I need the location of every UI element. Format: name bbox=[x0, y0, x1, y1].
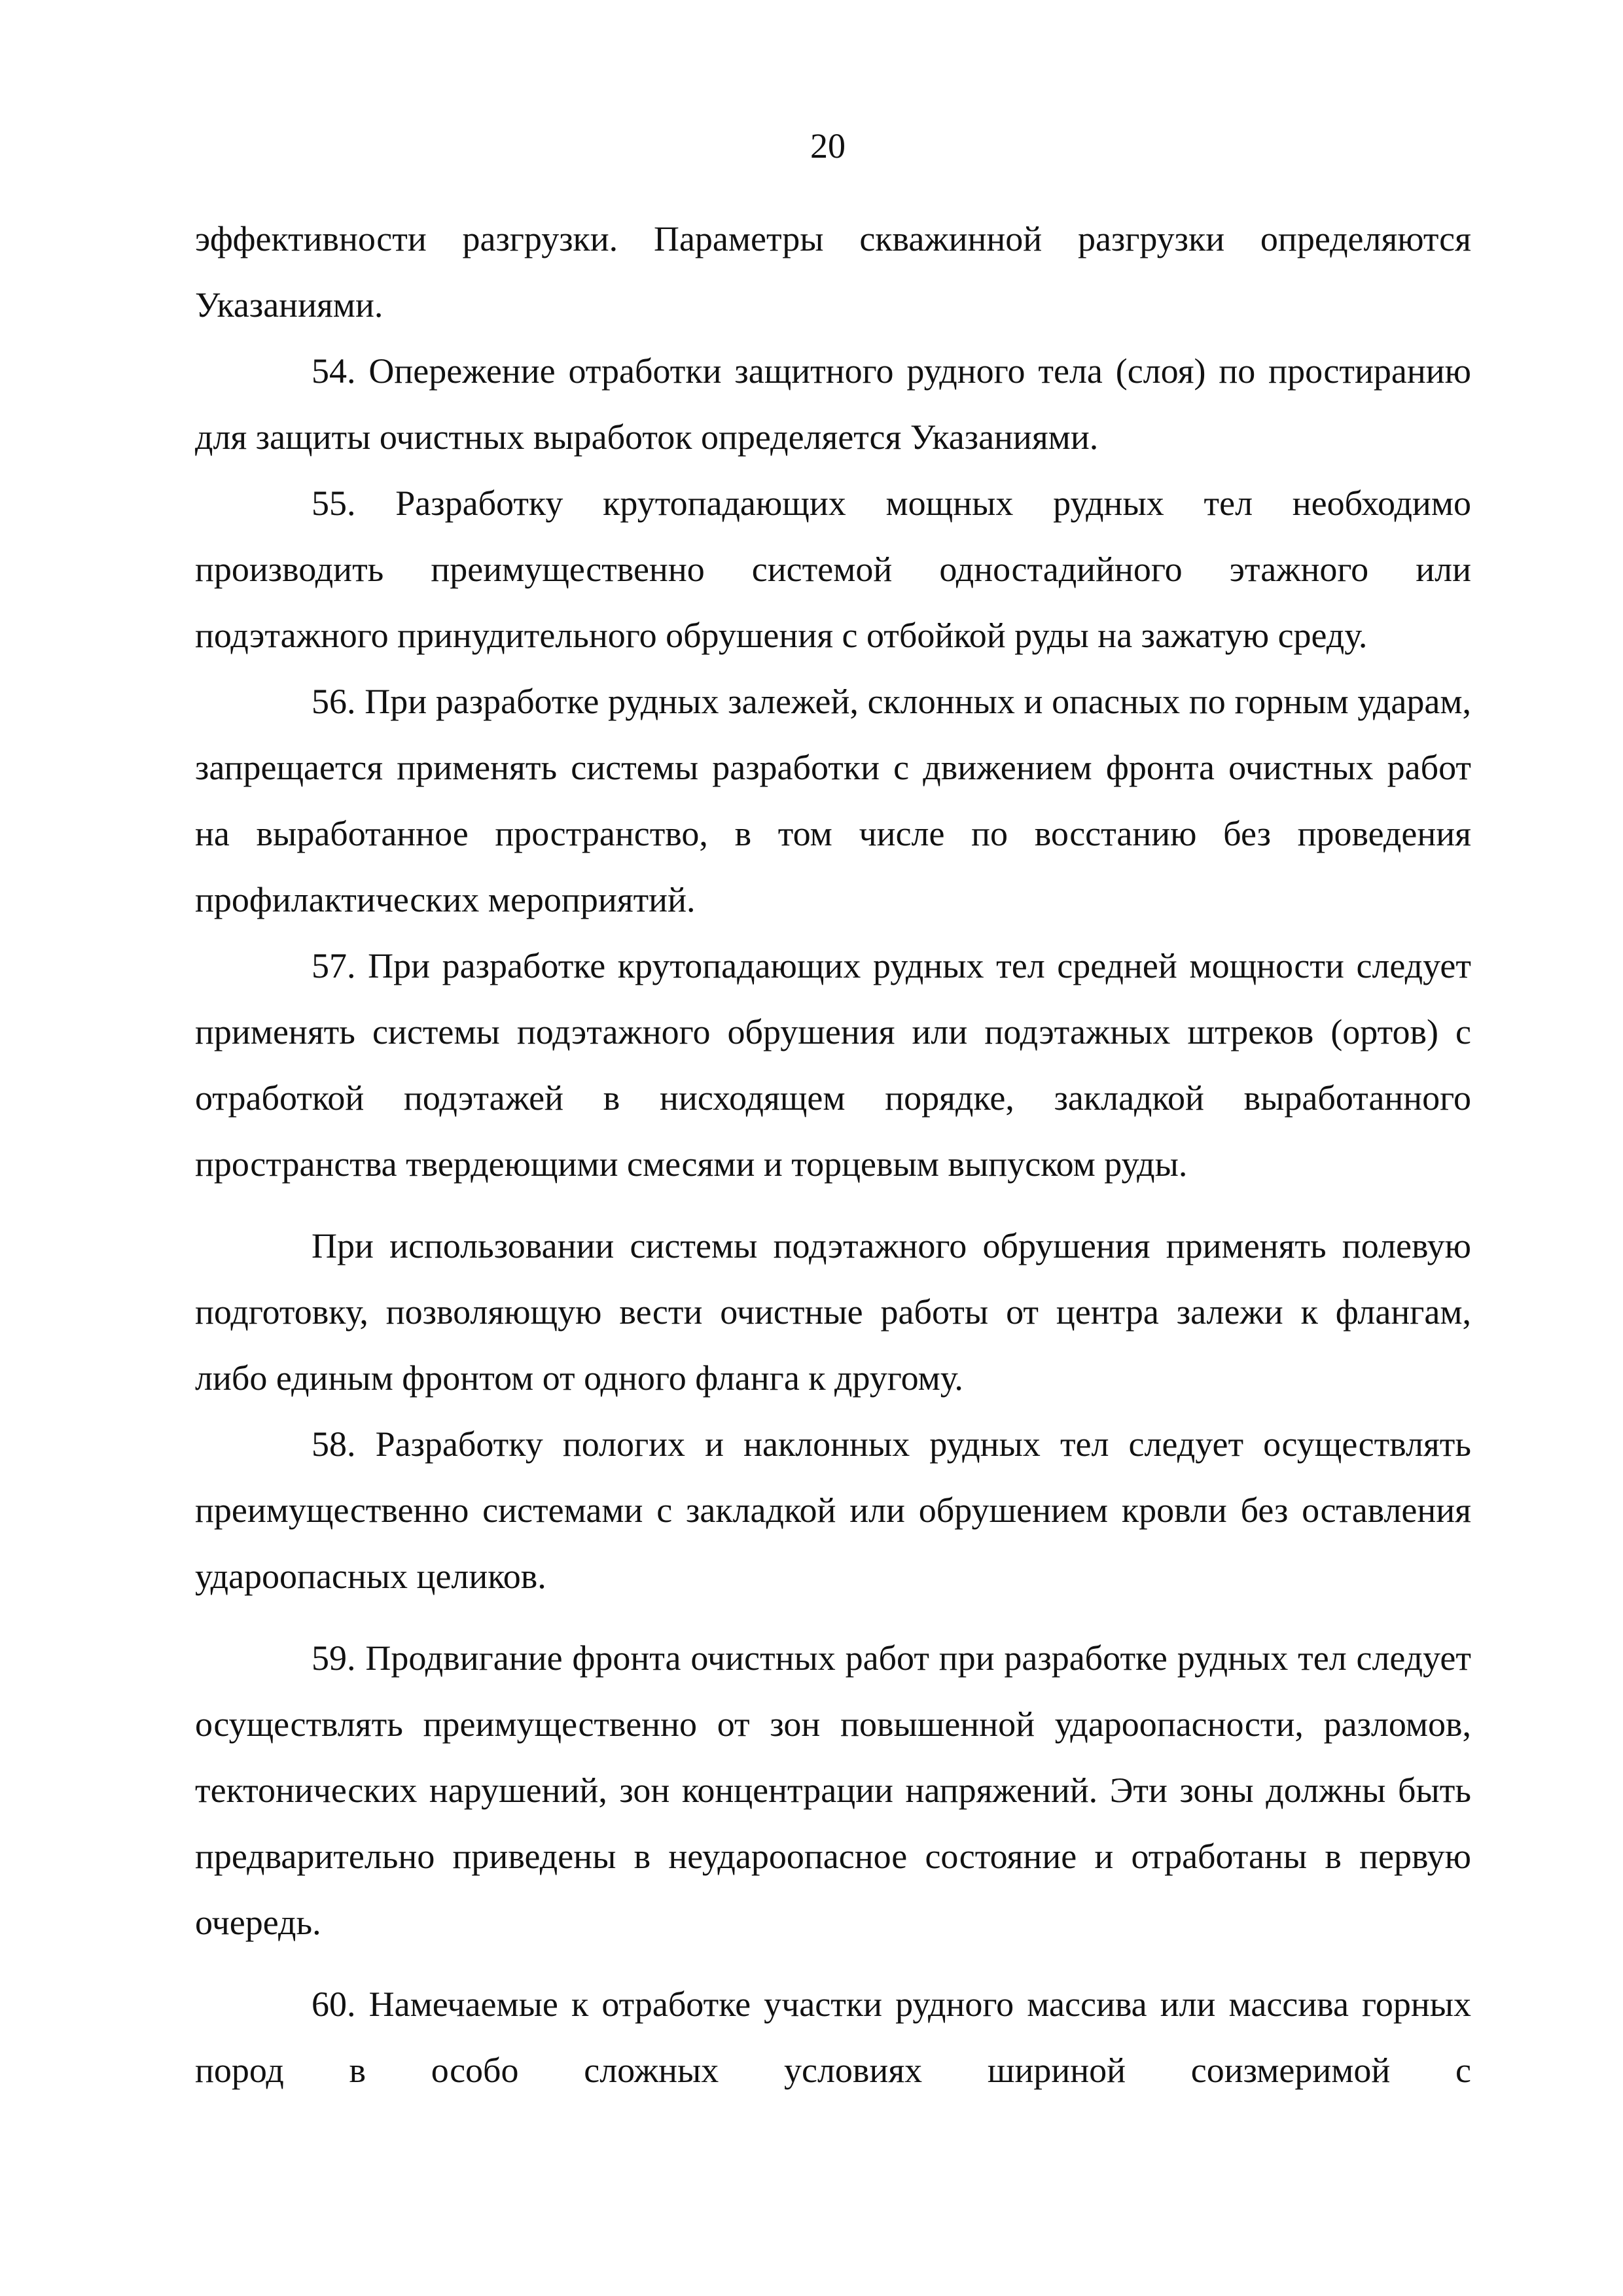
paragraph-continuation: эффективности разгрузки. Параметры скважинной разгрузки определяются Указаниями. bbox=[195, 219, 1471, 325]
paragraph-57-subsystem: При использовании системы подэтажного обрушения применять полевую подготовку, позволяющую вести очистные работы от центра залежи к флангам, либо единым фронтом от одного фланга к другому. bbox=[195, 1226, 1471, 1398]
paragraph-55: 55. Разработку крутопадающих мощных рудных тел необходимо производить преимущественно системой одностадийного этажного или подэтажного принудительного обрушения с отбойкой руды на зажатую среду. bbox=[195, 484, 1471, 655]
paragraph-60: 60. Намечаемые к отработке участки рудного массива или массива горных пород в особо сложных условиях шириной соизмеримой с bbox=[195, 1985, 1471, 2090]
paragraph-58: 58. Разработку пологих и наклонных рудных тел следует осуществлять преимущественно системами с закладкой или обрушением кровли без оставления удароопасных целиков. bbox=[195, 1424, 1471, 1596]
page-number: 20 bbox=[810, 126, 846, 166]
paragraph-56: 56. При разработке рудных залежей, склонных и опасных по горным ударам, запрещается применять системы разработки с движением фронта очистных работ на выработанное пространство, в том числе по восстанию без проведения профилактических мероприятий. bbox=[195, 682, 1471, 919]
paragraph-59: 59. Продвигание фронта очистных работ при разработке рудных тел следует осуществлять преимущественно от зон повышенной удароопасности, разломов, тектонических нарушений, зон концентрации напряжений. Эти зоны должны быть предварительно приведены в неудароопасное состояние и отработаны в первую очередь. bbox=[195, 1638, 1471, 1942]
paragraph-54: 54. Опережение отработки защитного рудного тела (слоя) по простиранию для защиты очистных выработок определяется Указаниями. bbox=[195, 351, 1471, 457]
document-body bbox=[195, 206, 1471, 2104]
paragraph-57: 57. При разработке крутопадающих рудных тел средней мощности следует применять системы подэтажного обрушения или подэтажных штреков (ортов) с отработкой подэтажей в нисходящем порядке, закладкой выработанного пространства твердеющими смесями и торцевым выпуском руды. bbox=[195, 946, 1471, 1184]
